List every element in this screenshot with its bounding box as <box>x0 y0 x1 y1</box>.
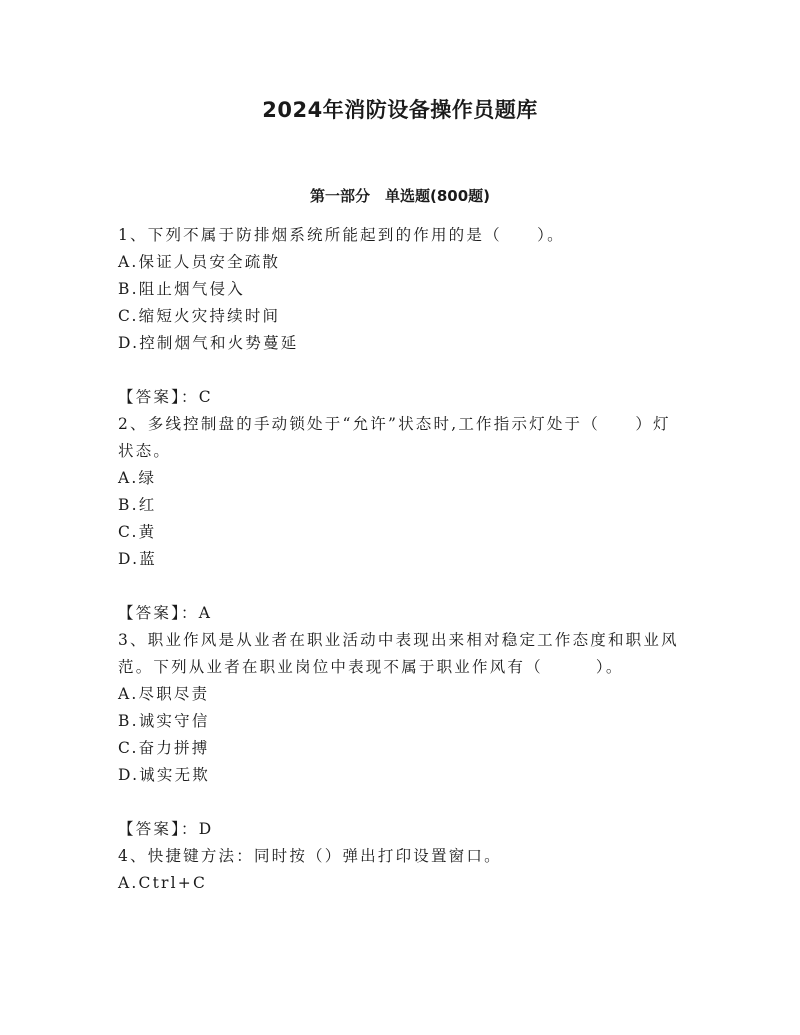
section-title: 第一部分 单选题(800题) <box>309 187 491 205</box>
question-text: 1、下列不属于防排烟系统所能起到的作用的是（ ）。 <box>118 226 565 244</box>
answer-label: 【答案】：D <box>118 820 214 838</box>
question-item <box>118 843 688 897</box>
option-b: B.阻止烟气侵入 <box>118 280 245 298</box>
option-a: A.尽职尽责 <box>118 685 210 703</box>
question-text: 2、多线控制盘的手动锁处于“允许”状态时,工作指示灯处于（ ）灯状态。 <box>118 415 671 460</box>
option-c: C.奋力拼搏 <box>118 739 210 757</box>
option-c: C.黄 <box>118 523 157 541</box>
option-d: D.蓝 <box>118 550 157 568</box>
page-title: 2024年消防设备操作员题库 <box>262 98 538 122</box>
answer-label: 【答案】：A <box>118 604 213 622</box>
option-a: A.绿 <box>118 469 157 487</box>
question-list <box>118 222 688 897</box>
answer-label: 【答案】：C <box>118 388 213 406</box>
option-a: A.保证人员安全疏散 <box>118 253 281 271</box>
question-item <box>118 222 688 411</box>
option-b: B.红 <box>118 496 157 514</box>
question-item <box>118 627 688 843</box>
question-item <box>118 411 688 627</box>
option-c: C.缩短火灾持续时间 <box>118 307 281 325</box>
option-a: A.Ctrl+C <box>118 874 208 892</box>
option-d: D.控制烟气和火势蔓延 <box>118 334 299 352</box>
question-text: 3、职业作风是从业者在职业活动中表现出来相对稳定工作态度和职业风范。下列从业者在职业岗位中表现不属于职业作风有（ ）。 <box>118 631 679 676</box>
option-b: B.诚实守信 <box>118 712 210 730</box>
question-text: 4、快捷键方法：同时按（）弹出打印设置窗口。 <box>118 847 502 865</box>
option-d: D.诚实无欺 <box>118 766 211 784</box>
